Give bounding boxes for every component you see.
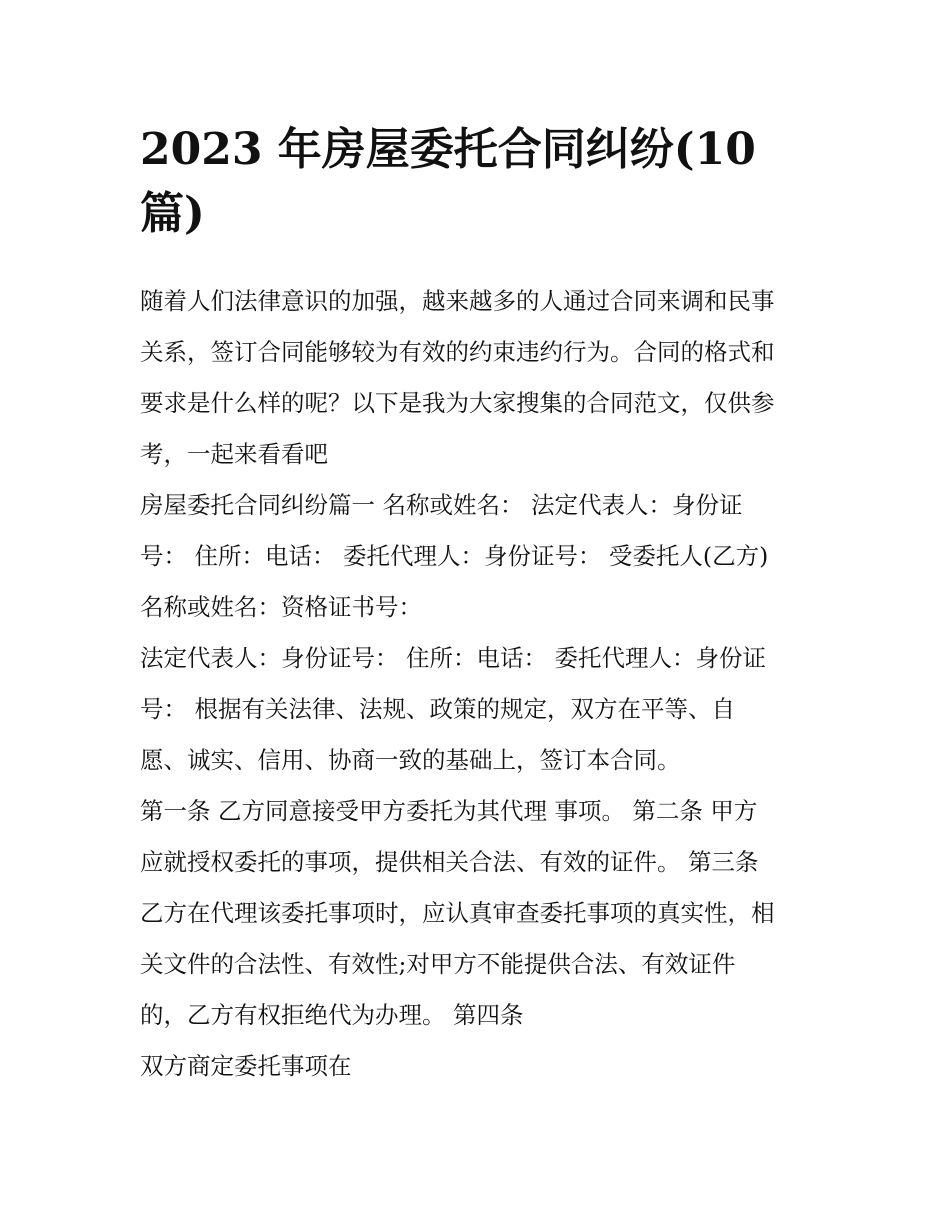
text-line: 愿、诚实、信用、协商一致的基础上，签订本合同。 xyxy=(140,746,681,774)
text-line: 要求是什么样的呢？以下是我为大家搜集的合同范文，仅供参 xyxy=(140,389,775,417)
text-line: 名称或姓名：资格证书号： xyxy=(140,593,422,621)
text-line: 法定代表人：身份证号： 住所：电话： 委托代理人：身份证 xyxy=(140,644,766,672)
text-line: 应就授权委托的事项，提供相关合法、有效的证件。 第三条 xyxy=(140,848,759,876)
title-line-2: 篇) xyxy=(140,188,205,239)
text-line: 的，乙方有权拒绝代为办理。 第四条 xyxy=(140,1001,524,1029)
body-text xyxy=(140,276,830,1092)
title-line-1: 2023 年房屋委托合同纠纷(10 xyxy=(140,124,756,175)
text-line: 房屋委托合同纠纷篇一 名称或姓名： 法定代表人：身份证 xyxy=(140,491,743,519)
text-line: 随着人们法律意识的加强，越来越多的人通过合同来调和民事 xyxy=(140,287,775,315)
text-line: 双方商定委托事项在 xyxy=(140,1052,352,1080)
page-title xyxy=(140,118,820,246)
text-line: 关系，签订合同能够较为有效的约束违约行为。合同的格式和 xyxy=(140,338,775,366)
text-line: 考，一起来看看吧 xyxy=(140,440,328,468)
text-line: 第一条 乙方同意接受甲方委托为其代理 事项。 第二条 甲方 xyxy=(140,797,758,825)
text-line: 关文件的合法性、有效性;对甲方不能提供合法、有效证件 xyxy=(140,950,736,978)
text-line: 乙方在代理该委托事项时，应认真审查委托事项的真实性，相 xyxy=(140,899,775,927)
text-line: 号： 住所：电话： 委托代理人：身份证号： 受委托人(乙方) xyxy=(140,542,769,570)
text-line: 号： 根据有关法律、法规、政策的规定，双方在平等、自 xyxy=(140,695,735,723)
